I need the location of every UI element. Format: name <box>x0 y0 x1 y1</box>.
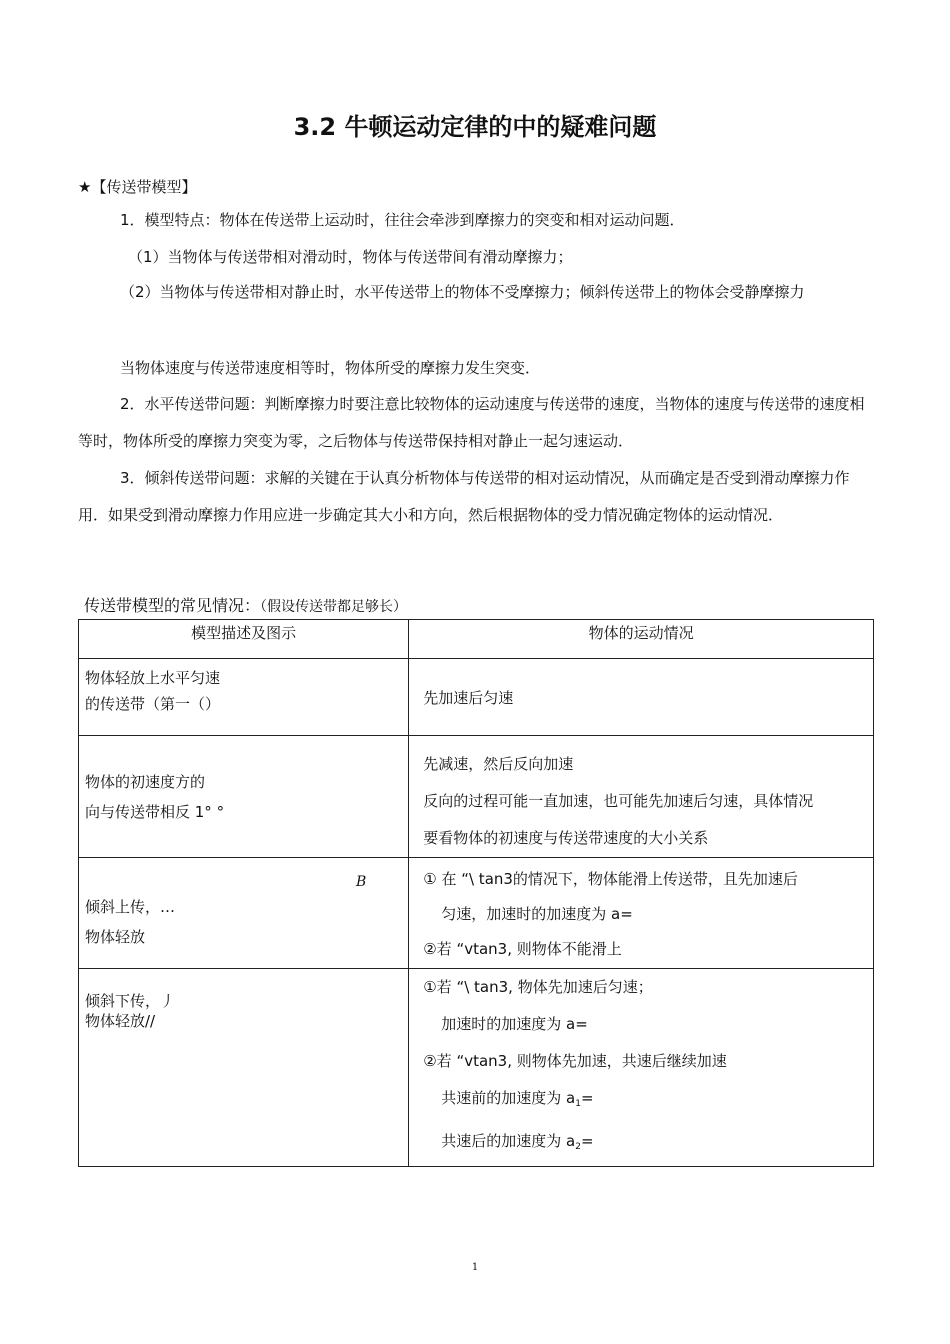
table-cell-description <box>79 659 409 736</box>
cell-line <box>423 1080 873 1123</box>
diagram-label-b: B <box>356 874 367 890</box>
page-title: 3.2 牛顿运动定律的中的疑难问题 <box>293 113 657 141</box>
cell-line: ②若 “vtan3, 则物体先加速，共速后继续加速 <box>423 1052 727 1070</box>
cell-line: 倾斜下传，丿 <box>85 992 176 1010</box>
cell-line: 物体轻放上水平匀速 <box>85 669 221 687</box>
paragraph-inclined-belt: 3．倾斜传送带问题：求解的关键在于认真分析物体与传送带的相对运动情况，从而确定是否受到滑动摩擦力作用．如果受到滑动摩擦力作用应进一步确定其大小和方向，然后根据物体的受力情况确定物体的运动情况． <box>78 469 850 524</box>
table-cell-description <box>79 858 409 969</box>
table-cell-motion <box>409 736 874 858</box>
subscript: 2 <box>575 1142 581 1152</box>
table-cell-description <box>79 736 409 858</box>
cell-line: 先减速，然后反向加速 <box>423 755 574 773</box>
table-cell-motion <box>409 659 874 736</box>
cell-line: 物体轻放 <box>85 928 146 946</box>
section-heading: ★【传送带模型】 <box>78 178 197 196</box>
cell-line: 物体的初速度方的 <box>85 773 206 791</box>
equals-sign: = <box>580 1089 594 1107</box>
conveyor-model-table <box>78 619 874 1167</box>
cell-line <box>423 1123 873 1166</box>
paragraph-static-friction: （2）当物体与传送带相对静止时，水平传送带上的物体不受摩擦力；倾斜传送带上的物体会受静摩擦力 <box>120 283 805 301</box>
cell-line-text: 共速前的加速度为 a <box>441 1089 576 1107</box>
table-cell-motion <box>409 858 874 969</box>
table-header-cell: 物体的运动情况 <box>409 620 874 659</box>
cell-line: 向与传送带相反 1° ° <box>85 803 225 821</box>
cell-line: 匀速，加速时的加速度为 a= <box>441 905 633 923</box>
cell-line: 加速时的加速度为 a= <box>441 1015 588 1033</box>
paragraph-horizontal-belt: 2．水平传送带问题：判断摩擦力时要注意比较物体的运动速度与传送带的速度，当物体的速度与传送带的速度相等时，物体所受的摩擦力突变为零，之后物体与传送带保持相对静止一起匀速运动． <box>78 395 865 450</box>
paragraph-sliding-friction: （1）当物体与传送带相对滑动时，物体与传送带间有滑动摩擦力； <box>128 248 573 266</box>
cell-line: 先加速后匀速 <box>423 689 514 707</box>
cell-line: ②若 “vtan3, 则物体不能滑上 <box>423 940 622 958</box>
table-row <box>79 659 874 736</box>
table-row <box>79 858 874 969</box>
table-row <box>79 736 874 858</box>
equals-sign: = <box>580 1132 594 1150</box>
table-cell-motion <box>409 969 874 1167</box>
subscript: 1 <box>575 1099 581 1109</box>
table-header-cell: 模型描述及图示 <box>79 620 409 659</box>
cell-line: 的传送带（第一（） <box>85 695 221 713</box>
cell-line: 倾斜上传，… <box>85 898 176 916</box>
paragraph-model-features: 1．模型特点：物体在传送带上运动时，往往会牵涉到摩擦力的突变和相对运动问题． <box>120 211 685 229</box>
table-cell-description <box>79 969 409 1167</box>
table-row <box>79 969 874 1167</box>
cell-line: ①若 “\ tan3, 物体先加速后匀速； <box>423 978 653 996</box>
paragraph-friction-jump: 当物体速度与传送带速度相等时，物体所受的摩擦力发生突变． <box>120 359 541 377</box>
cell-line: 反向的过程可能一直加速，也可能先加速后匀速，具体情况 <box>423 792 814 810</box>
cell-line: 要看物体的初速度与传送带速度的大小关系 <box>423 829 709 847</box>
page-number: 1 <box>471 1262 479 1273</box>
cell-line: 物体轻放// <box>85 1012 156 1030</box>
table-header-row <box>79 620 874 659</box>
cell-line: ① 在 “\ tan3的情况下，物体能滑上传送带，且先加速后 <box>423 870 798 888</box>
table-caption-note: （假设传送带都足够长） <box>260 599 408 615</box>
table-caption <box>84 594 407 619</box>
table-caption-text: 传送带模型的常见情况： <box>84 596 261 615</box>
cell-line-text: 共速后的加速度为 a <box>441 1132 576 1150</box>
